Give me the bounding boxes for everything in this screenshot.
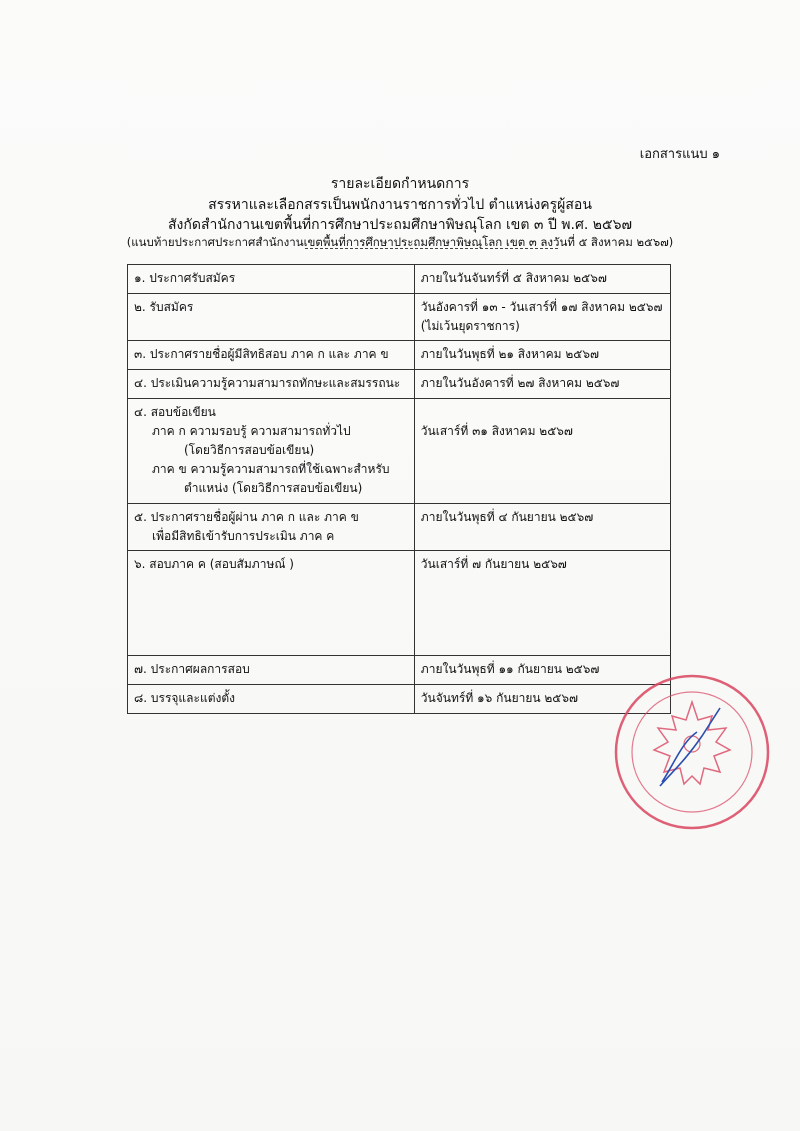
date-text: วันเสาร์ที่ ๓๑ สิงหาคม ๒๕๖๗	[420, 424, 573, 438]
table-row	[128, 551, 671, 656]
doc-reference: (แนบท้ายประกาศประกาศสำนักงานเขตพื้นที่การศึกษาประถมศึกษาพิษณุโลก เขต ๓ ลงวันที่ ๕ สิงหาคม ๒๕๖๗)	[126, 235, 674, 249]
step-title: ๕. ประกาศรายชื่อผู้ผ่าน ภาค ก และ ภาค ข	[134, 510, 359, 524]
step-title: ๔. สอบข้อเขียน	[134, 405, 216, 419]
date-cell: ภายในวันจันทร์ที่ ๕ สิงหาคม ๒๕๖๗	[414, 265, 670, 294]
date-cell	[414, 294, 670, 341]
step-cell: ๗. ประกาศผลการสอบ	[128, 656, 415, 685]
doc-subtitle: สรรหาและเลือกสรรเป็นพนักงานราชการทั่วไป ตำแหน่งครูผู้สอน	[208, 197, 592, 213]
step-cell	[128, 504, 415, 551]
date-cell: ภายในวันพุธที่ ๔ กันยายน ๒๕๖๗	[414, 504, 670, 551]
date-text: วันอังคารที่ ๑๓ - วันเสาร์ที่ ๑๗ สิงหาคม ๒๕๖๗	[420, 300, 663, 314]
date-cell	[414, 399, 670, 504]
table-row	[128, 341, 671, 370]
doc-subtitle-office: สังกัดสำนักงานเขตพื้นที่การศึกษาประถมศึกษาพิษณุโลก เขต ๓ ปี พ.ศ. ๒๕๖๗	[168, 217, 632, 233]
step-cell: ๑. ประกาศรับสมัคร	[128, 265, 415, 294]
garuda-seal-icon	[612, 672, 772, 832]
sub-item: ภาค ก ความรอบรู้ ความสามารถทั่วไป	[152, 424, 351, 438]
step-cell: ๓. ประกาศรายชื่อผู้มีสิทธิสอบ ภาค ก และ ภาค ข	[128, 341, 415, 370]
date-note: (ไม่เว้นยุดราชการ)	[420, 319, 520, 333]
table-row	[128, 656, 671, 685]
step-cell: ๘. บรรจุและแต่งตั้ง	[128, 685, 415, 714]
table-row	[128, 399, 671, 504]
table-row	[128, 265, 671, 294]
sub-item: ตำแหน่ง (โดยวิธีการสอบข้อเขียน)	[184, 481, 363, 495]
divider	[305, 248, 558, 249]
schedule-table	[127, 264, 671, 714]
table-row	[128, 504, 671, 551]
step-cell: ๖. สอบภาค ค (สอบสัมภาษณ์ )	[128, 551, 415, 656]
table-row	[128, 685, 671, 714]
step-cell	[128, 399, 415, 504]
date-cell: วันเสาร์ที่ ๗ กันยายน ๒๕๖๗	[414, 551, 670, 656]
sub-item: (โดยวิธีการสอบข้อเขียน)	[184, 443, 315, 457]
step-title-line2: เพื่อมีสิทธิเข้ารับการประเมิน ภาค ค	[152, 529, 335, 543]
step-cell: ๒. รับสมัคร	[128, 294, 415, 341]
sub-item: ภาค ข ความรู้ความสามารถที่ใช้เฉพาะสำหรับ	[152, 462, 390, 476]
date-cell: ภายในวันพุธที่ ๒๑ สิงหาคม ๒๕๖๗	[414, 341, 670, 370]
table-row	[128, 294, 671, 341]
doc-title: รายละเอียดกำหนดการ	[330, 176, 470, 192]
table-row	[128, 370, 671, 399]
step-cell: ๔. ประเมินความรู้ความสามารถทักษะและสมรรถนะ	[128, 370, 415, 399]
attachment-label: เอกสารแนบ ๑	[639, 147, 720, 162]
date-cell: ภายในวันอังคารที่ ๒๗ สิงหาคม ๒๕๖๗	[414, 370, 670, 399]
date-cell: ภายในวันพุธที่ ๑๑ กันยายน ๒๕๖๗	[414, 656, 670, 685]
date-cell: วันจันทร์ที่ ๑๖ กันยายน ๒๕๖๗	[414, 685, 670, 714]
